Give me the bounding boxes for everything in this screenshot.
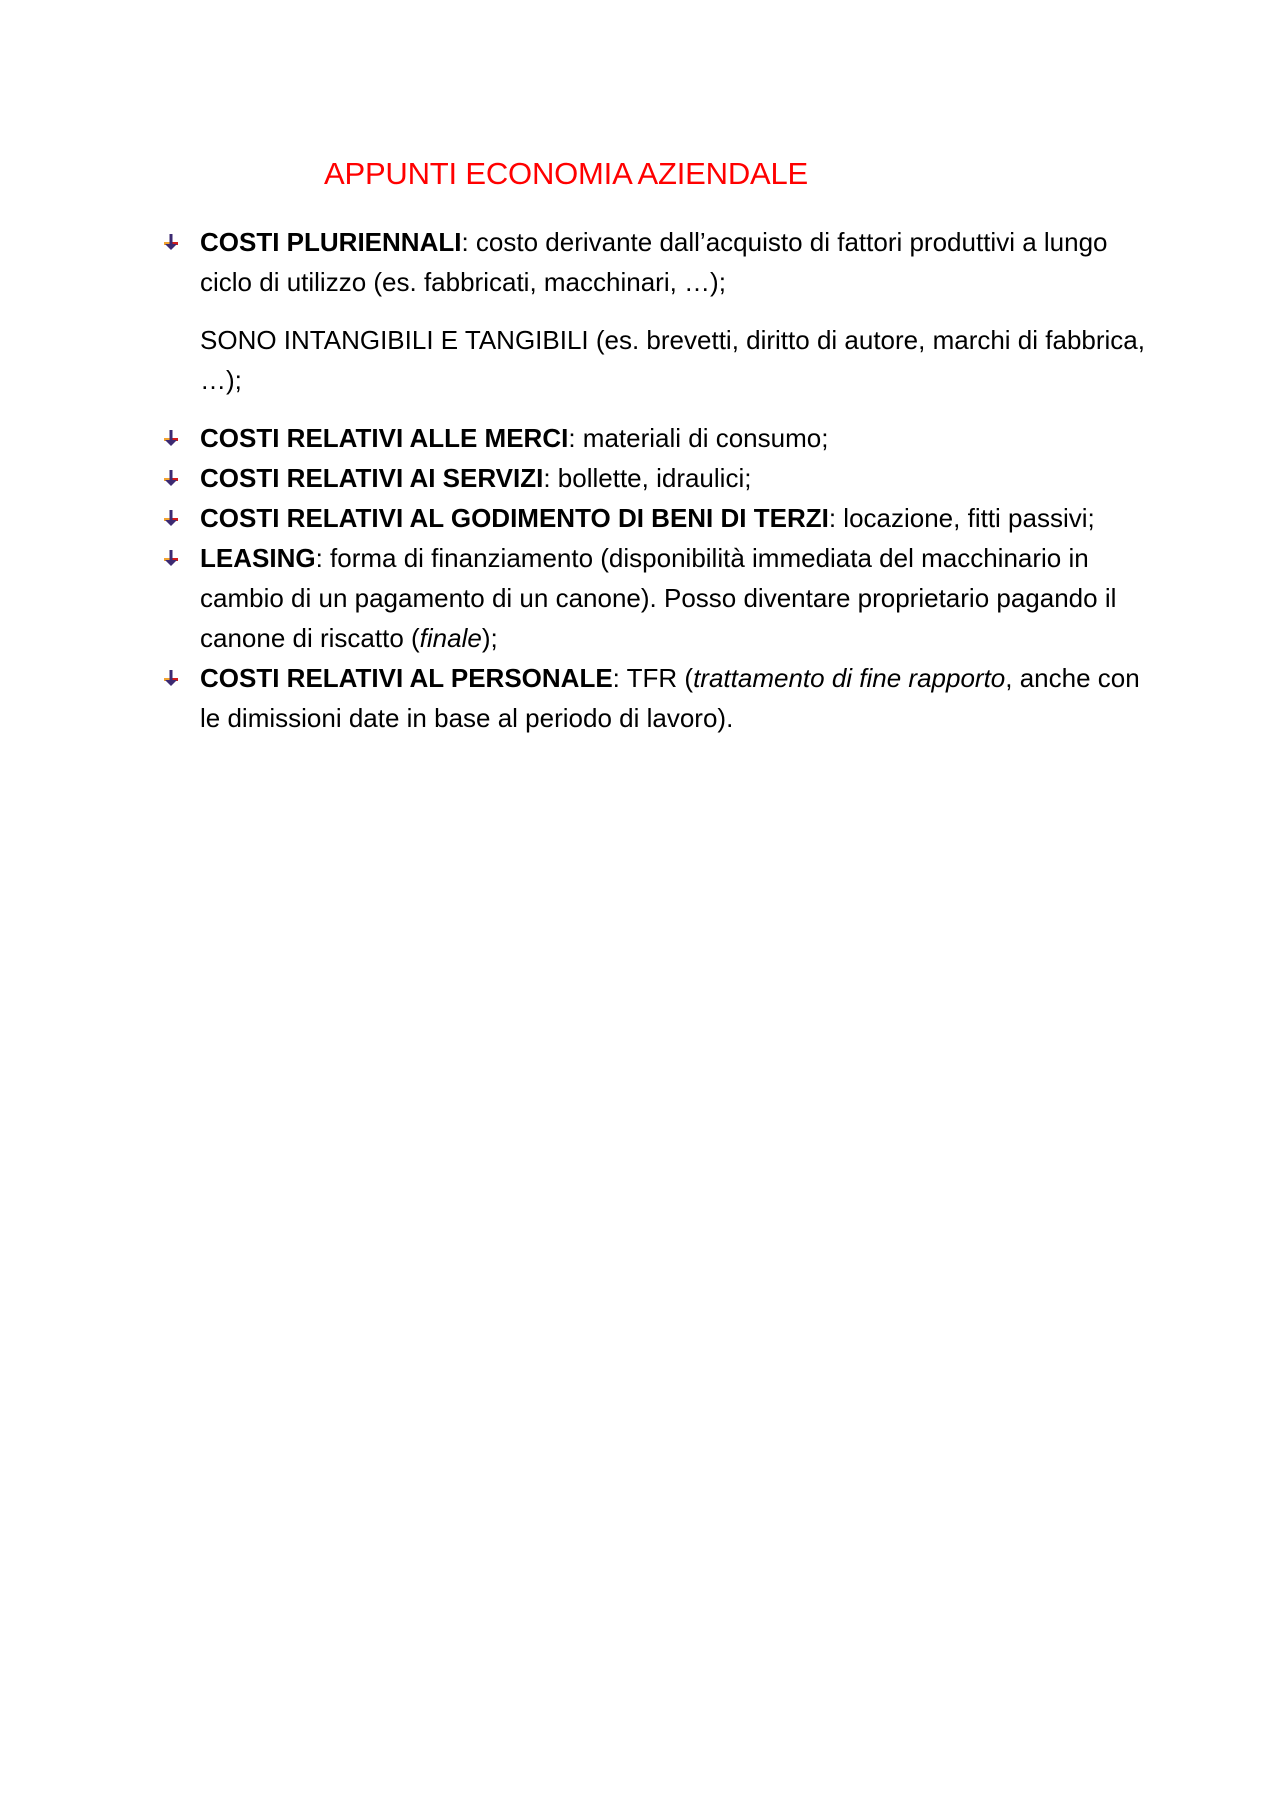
down-arrow-bullet-icon	[162, 549, 180, 567]
bullet-list	[160, 222, 1160, 738]
item-extra-text: SONO INTANGIBILI E TANGIBILI (es. brevetti, diritto di autore, marchi di fabbrica, …);	[200, 325, 1145, 395]
item-term: COSTI RELATIVI AI SERVIZI	[200, 463, 544, 493]
item-text: );	[481, 623, 498, 653]
down-arrow-bullet-icon	[162, 429, 180, 447]
item-text: : costo derivante dall’acquisto di fattori produttivi a lungo ciclo di utilizzo (es. fabbricati, macchinari, …);	[200, 227, 1108, 297]
list-item-leasing	[160, 538, 1160, 658]
down-arrow-bullet-icon	[162, 469, 180, 487]
item-term: COSTI RELATIVI ALLE MERCI	[200, 423, 569, 453]
item-term: COSTI RELATIVI AL GODIMENTO DI BENI DI TERZI	[200, 503, 829, 533]
list-item-costi-pluriennali	[160, 222, 1160, 302]
item-term: COSTI PLURIENNALI	[200, 227, 462, 257]
page-title: APPUNTI ECONOMIA AZIENDALE	[324, 156, 809, 191]
down-arrow-bullet-icon	[162, 669, 180, 687]
item-italic-text: finale	[419, 623, 482, 653]
list-item-costi-servizi	[160, 458, 1160, 498]
list-item-costi-personale	[160, 658, 1160, 738]
list-item-costi-merci	[160, 418, 1160, 458]
down-arrow-bullet-icon	[162, 509, 180, 527]
item-text: : bollette, idraulici;	[543, 463, 752, 493]
down-arrow-bullet-icon	[162, 233, 180, 251]
item-text: , anche con le dimissioni date in base al periodo di lavoro).	[200, 663, 1140, 733]
item-text: : materiali di consumo;	[568, 423, 829, 453]
list-item-costi-godimento-beni	[160, 498, 1160, 538]
item-text: : TFR (	[612, 663, 694, 693]
item-term: COSTI RELATIVI AL PERSONALE	[200, 663, 613, 693]
item-text: : forma di finanziamento (disponibilità immediata del macchinario in cambio di un pagamento di un canone). Posso diventare proprietario pagando il canone di riscatto (	[200, 543, 1117, 653]
item-text: : locazione, fitti passivi;	[828, 503, 1095, 533]
item-italic-text: trattamento di fine rapporto	[693, 663, 1006, 693]
item-term: LEASING	[200, 543, 316, 573]
